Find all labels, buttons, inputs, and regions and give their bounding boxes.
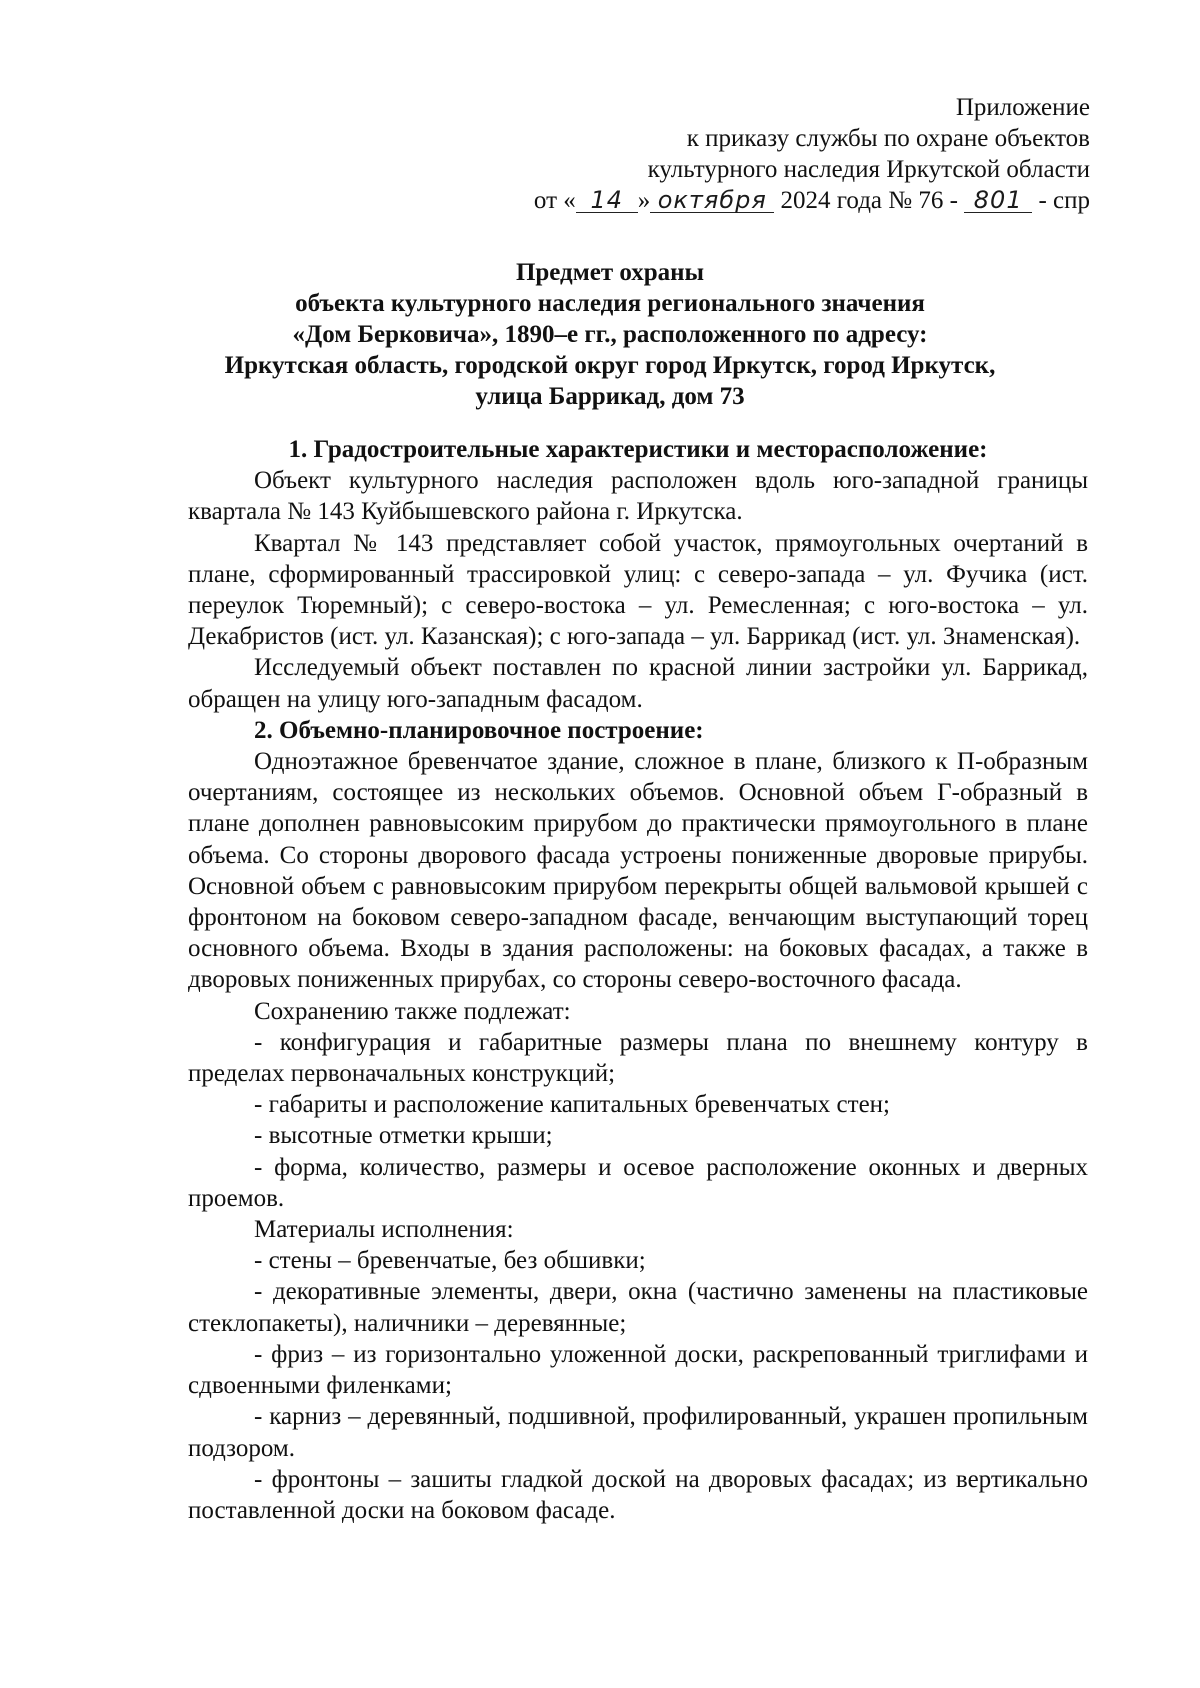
section-2-paragraph-1: Одноэтажное бревенчатое здание, сложное в плане, близкого к П-образным очертаниям, состоящее из нескольких объемов. Основной объем Г-образный в плане дополнен равновысоким прирубом до практически прямоугольного в плане объема. Со стороны дворового фасада устроены пониженные дворовые прирубы. Основной объем с равновысоким прирубом перекрыты общей вальмовой крышей с фронтоном на боковом северо-западном фасаде, венчающим выступающий торец основного объема. Входы в здания расположены: на боковых фасадах, а также в дворовых пониженных прирубах, со стороны северо-восточного фасада. (188, 748, 1088, 994)
title-line-3: «Дом Берковича», 1890–е гг., расположенного по адресу: (292, 321, 928, 348)
order-prefix: от « (533, 187, 576, 214)
section-1-paragraph-2: Квартал № 143 представляет собой участок, прямоугольных очертаний в плане, сформированный трассировкой улиц: с северо-запада – ул. Фучика (ист. переулок Тюремный); с северо-востока – ул. Ремесленная; с юго-востока – ул. Декабристов (ист. ул. Казанская); с юго-запада – ул. Баррикад (ист. ул. Знаменская). (188, 529, 1088, 651)
appendix-label: Приложение (955, 94, 1090, 121)
title-line-2: объекта культурного наследия регионального значения (295, 290, 925, 317)
document-body (188, 434, 1088, 1526)
section-1-paragraph-1: Объект культурного наследия расположен вдоль юго-западной границы квартала № 143 Куйбышевского района г. Иркутска. (188, 467, 1088, 526)
order-date-number (534, 185, 1090, 216)
list-item-6: - декоративные элементы, двери, окна (частично заменены на пластиковые стеклопакеты), наличники – деревянные; (188, 1278, 1088, 1337)
title-line-5: улица Баррикад, дом 73 (475, 383, 745, 410)
list-item-8: - карниз – деревянный, подшивной, профилированный, украшен пропильным подзором. (188, 1403, 1088, 1462)
list-item-4: - форма, количество, размеры и осевое расположение оконных и дверных проемов. (188, 1153, 1088, 1212)
list-item-3: - высотные отметки крыши; (254, 1122, 553, 1150)
handwritten-day: 14 (576, 188, 638, 213)
title-line-4: Иркутская область, городской округ город Иркутск, город Иркутск, (224, 352, 996, 379)
order-year-text: 2024 года № 76 - (780, 187, 958, 214)
document-title (180, 257, 1040, 412)
section-1-heading: 1. Градостроительные характеристики и месторасположение: (288, 436, 988, 463)
section-2-heading: 2. Объемно-планировочное построение: (254, 716, 704, 744)
list-item-7: - фриз – из горизонтально уложенной доски, раскрепованный триглифами и сдвоенными филенками; (188, 1340, 1088, 1400)
section-2-paragraph-3: Материалы исполнения: (254, 1216, 514, 1244)
title-line-1: Предмет охраны (515, 259, 705, 286)
order-suffix: - спр (1038, 187, 1090, 214)
appendix-line-order: к приказу службы по охране объектов (686, 125, 1090, 152)
section-2-paragraph-2: Сохранению также подлежат: (254, 997, 571, 1025)
handwritten-month: октября (650, 188, 774, 213)
list-item-5: - стены – бревенчатые, без обшивки; (254, 1247, 646, 1275)
appendix-line-service: культурного наследия Иркутской области (647, 156, 1090, 183)
list-item-2: - габариты и расположение капитальных бревенчатых стен; (254, 1091, 890, 1119)
list-item-1: - конфигурация и габаритные размеры плана по внешнему контуру в пределах первоначальных конструкций; (188, 1028, 1088, 1088)
section-1-paragraph-3: Исследуемый объект поставлен по красной линии застройки ул. Баррикад, обращен на улицу юго-западным фасадом. (188, 654, 1088, 713)
handwritten-order-number: 801 (964, 188, 1032, 213)
appendix-header (534, 92, 1090, 216)
order-mid: » (637, 187, 651, 214)
list-item-9: - фронтоны – зашиты гладкой доской на дворовых фасадах; из вертикально поставленной доски на боковом фасаде. (188, 1465, 1088, 1524)
